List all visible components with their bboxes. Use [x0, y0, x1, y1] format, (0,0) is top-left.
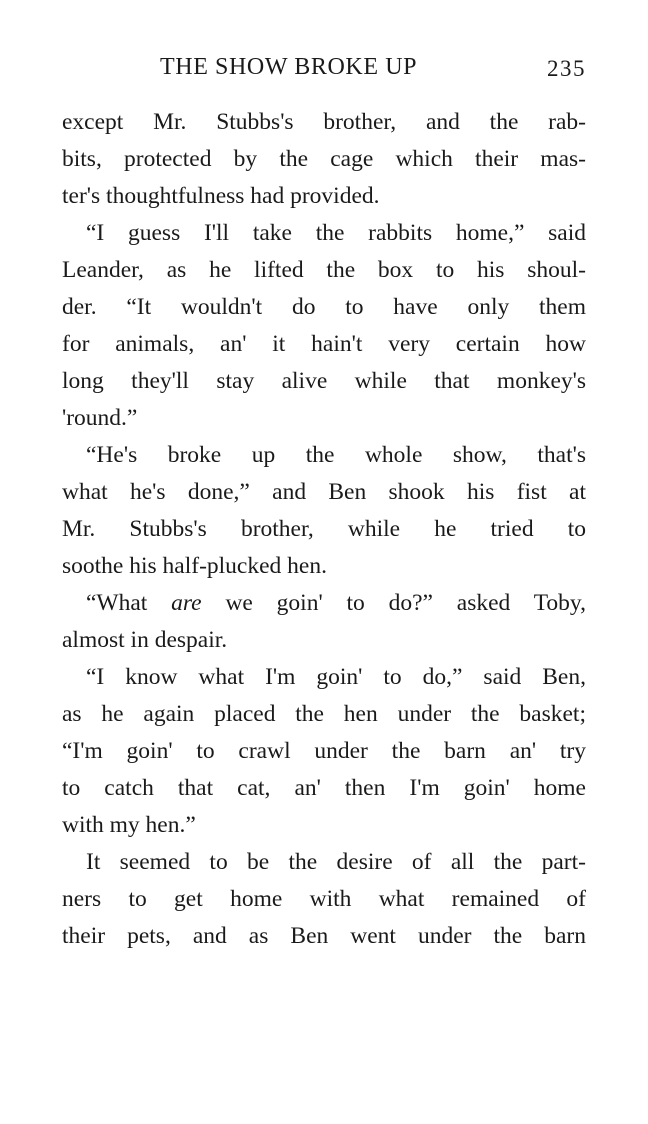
text-line: with my hen.” — [62, 812, 196, 838]
text-line: soothe his half-plucked hen. — [62, 553, 327, 579]
text-line: bits, protected by the cage which their mas- — [62, 146, 586, 172]
italic-emphasis: are — [171, 590, 202, 616]
text-line: to catch that cat, an' then I'm goin' home — [62, 775, 586, 801]
text-line: Leander, as he lifted the box to his shoul- — [62, 257, 586, 283]
text-line: as he again placed the hen under the basket; — [62, 701, 586, 727]
text-line: “I'm goin' to crawl under the barn an' try — [62, 738, 586, 764]
text-line — [62, 585, 586, 622]
running-header — [62, 54, 586, 90]
text-line: ners to get home with what remained of — [62, 886, 586, 912]
running-title: THE SHOW BROKE UP — [160, 54, 418, 80]
text-line: der. “It wouldn't do to have only them — [62, 294, 586, 320]
text-line: 'round.” — [62, 405, 138, 431]
text-line: ter's thoughtfulness had provided. — [62, 183, 380, 209]
text-line: Mr. Stubbs's brother, while he tried to — [62, 516, 586, 542]
text-line: “I guess I'll take the rabbits home,” said — [86, 220, 586, 246]
text-line: what he's done,” and Ben shook his fist at — [62, 479, 586, 505]
body-text — [62, 104, 586, 955]
text-line: except Mr. Stubbs's brother, and the rab- — [62, 109, 586, 135]
text-line: for animals, an' it hain't very certain how — [62, 331, 586, 357]
text-run: we goin' to do?” asked Toby, — [201, 590, 587, 616]
text-line: almost in despair. — [62, 627, 228, 653]
page-number: 235 — [547, 56, 586, 81]
text-line: It seemed to be the desire of all the part- — [86, 849, 586, 875]
text-run: “What — [86, 590, 172, 616]
text-line: long they'll stay alive while that monkey's — [62, 368, 586, 394]
text-line: their pets, and as Ben went under the barn — [62, 923, 586, 949]
text-line: “He's broke up the whole show, that's — [86, 442, 586, 468]
text-line: “I know what I'm goin' to do,” said Ben, — [86, 664, 586, 690]
